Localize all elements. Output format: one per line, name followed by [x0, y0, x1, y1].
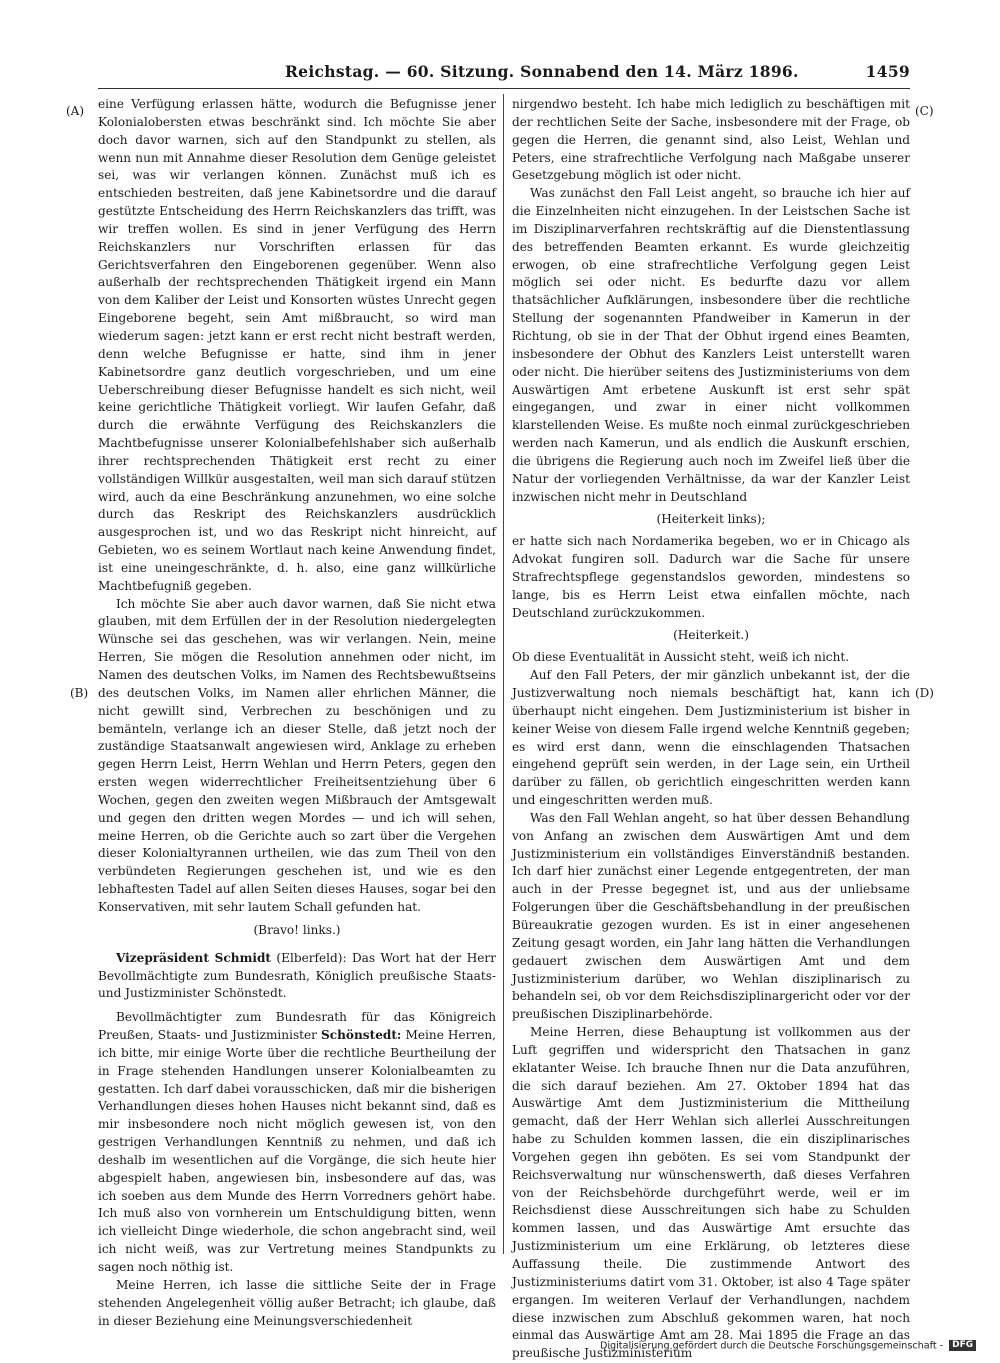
margin-marker-d: (D) [915, 686, 934, 700]
paragraph-text: Bevollmächtigter zum Bundesrath für das Königreich Preußen, Staats- und Justizminister [98, 1010, 496, 1043]
paragraph: Meine Herren, diese Behauptung ist vollkommen aus der Luft gegriffen und widerspricht den Thatsachen in ganz eklatanter Weise. Ich brauche Ihnen nur die Data anzuführen, die sich darauf beziehen. Am 27. Oktober 1894 hat das Auswärtige Amt dem Justizministerium die Mittheilung gemacht, daß der Herr Wehlan sich allerlei Ausschreitungen habe zu Schulden kommen lassen, die ein disziplinarisches Vorgehen gegen ihn geböten. Es sei vom Standpunkt der Reichsverwaltung nur wünschenswerth, daß dieses Verfahren von der Reichsbehörde durchgeführt werde, weil er im Reichsdienst diese Ausschreitungen sich habe zu Schulden kommen lassen, und das Auswärtige Amt ersuchte das Justizministerium um eine Erklärung, ob letzteres diese Auffassung theile. Die zustimmende Antwort des Justizministeriums datirt vom 31. Oktober, ist also 4 Tage später ergangen. Im weiteren Verlauf der Verhandlungen, nachdem diese inzwischen zum Abschluß gekommen waren, hat noch einmal das Auswärtige Amt am 28. Mai 1895 die Frage an das preußische Justizministerium [512, 1025, 910, 1361]
margin-marker-a: (A) [66, 104, 85, 118]
margin-marker-b: (B) [70, 686, 89, 700]
paragraph: eine Verfügung erlassen hätte, wodurch die Befugnisse jener Kolonialobersten etwas beschränkt sind. Ich möchte Sie aber doch davor warnen, sich auf den Standpunkt zu stellen, als wenn nun mit Annahme dieser Resolution dem Genüge geleistet sei, was wir verlangen können. Zunächst muß ich es entschieden bestreiten, daß jene Kabinetsordre und die darauf gestützte Entscheidung des Herrn Reichskanzlers das trifft, was wir treffen wollen. Es sind in jener Verfügung des Herrn Reichskanzlers nur Vorschriften erlassen für das Gerichtsverfahren den Eingeborenen gegenüber. Wenn also außerhalb der rechtsprechenden Thätigkeit irgend ein Mann von dem Kaliber der Leist und Konsorten wüstes Unrecht gegen Eingeborene begeht, sein Amt mißbraucht, so wird man wiederum sagen: jetzt kann er erst recht nicht bestraft werden, denn welche Befugnisse er hatte, sind ihm in jener Kabinetsordre ganz deutlich vorgeschrieben, und um eine Ueberschreibung dieser Befugnisse handelt es sich nicht, weil keine gerichtliche Thätigkeit vorliegt. Wir laufen Gefahr, daß durch die erwähnte Verfügung des Reichskanzlers die Machtbefugnisse unserer Kolonialbefehlshaber sich außerhalb ihrer rechtsprechenden Thätigkeit erst recht zu einer vollständigen Willkür ausgestalten, weil man sich darauf stützen wird, auch da eine Beschränkung anzunehmen, wo eine solche durch das Reskript des Reichskanzlers ausdrücklich ausgesprochen ist, und wo das Reskript nicht hinreicht, auf Gebieten, wo es seinem Wortlaut nach keine Anwendung findet, ist eine uneingeschränkte, d. h. also, eine ganz willkürliche Machtbefugniß gegeben. [98, 97, 496, 593]
margin-marker-c: (C) [915, 104, 934, 118]
paragraph [98, 950, 496, 1004]
page-title: Reichstag. — 60. Sitzung. Sonnabend den 14. März 1896. [285, 62, 799, 81]
paragraph [98, 1009, 496, 1277]
paragraph-text: Meine Herren, ich bitte, mir einige Worte über die rechtliche Beurtheilung der in Frage stehenden Handlungen unserer Kolonialbeamten zu gestatten. Ich darf dabei vorausschicken, daß mir die bisherigen Verhandlungen dieses hohen Hauses nicht bekannt sind, daß es mir insbesondere noch nicht möglich gewesen ist, von den gestrigen Verhandlungen Kenntniß zu nehmen, und daß ich deshalb im wesentlichen auf die Vorgänge, die sich heute hier abgespielt haben, angewiesen bin, insbesondere auf das, was ich soeben aus dem Munde des Herrn Vorredners gehört habe. Ich muß also von vornherein um Entschuldigung bitten, wenn ich vielleicht Dinge wiederhole, die schon angebracht sind, weil ich nicht weiß, was zur Vertretung meines Standpunkts zu sagen noch nöthig ist. [98, 1028, 496, 1274]
paragraph: Auf den Fall Peters, der mir gänzlich unbekannt ist, der die Justizverwaltung noch niemals beschäftigt hat, kann ich überhaupt nicht eingehen. Dem Justizministerium ist bisher in keiner Weise von diesem Falle irgend welche Kenntniß gegeben; es wird erst dann, wenn die einschlagenden Thatsachen eingehend geprüft sein werden, in der Lage sein, ein Urtheil darüber zu fällen, ob gerichtlich eingeschritten werden kann und eingeschritten werden muß. [512, 668, 910, 808]
paragraph: Ob diese Eventualität in Aussicht steht, weiß ich nicht. [512, 650, 850, 665]
paragraph: Ich möchte Sie aber auch davor warnen, daß Sie nicht etwa glauben, mit dem Erfüllen der in der Resolution niedergelegten Wünsche sei das geschehen, was wir verlangen. Nein, meine Herren, Sie mögen die Resolution annehmen oder nicht, im Namen des deutschen Volks, im Namen des Rechtsbewußtseins des deutschen Volks, im Namen aller ehrlichen Männer, die nicht gewillt sind, Verbrechen zu beschönigen und zu bemänteln, verlange ich an dieser Stelle, daß jetzt noch der zuständige Staatsanwalt angewiesen wird, Anklage zu erheben gegen Herrn Leist, Herrn Wehlan und Herrn Peters, gegen den ersten wegen widerrechtlicher Freiheitsentziehung über 6 Wochen, gegen den zweiten wegen Mißbrauch der Amtsgewalt und gegen den dritten wegen Mordes — und ich will sehen, meine Herren, ob die Gerichte auch so zart über die Vergehen dieser Kolonialtyrannen urtheilen, wie das zum Theil von den verbündeten Regierungen geschehen ist, und wie es den lebhaftesten Tadel auf allen Seiten dieses Hauses, sogar bei den Konservativen, mit sehr lautem Schall gefunden hat. [98, 596, 496, 914]
left-column [98, 96, 496, 1328]
interjection: (Heiterkeit links); [656, 512, 766, 527]
interjection: (Bravo! links.) [253, 922, 341, 937]
column-divider [503, 94, 504, 1254]
paragraph: Was zunächst den Fall Leist angeht, so brauche ich hier auf die Einzelnheiten nicht einzugehen. In der Leistschen Sache ist im Disziplinarverfahren rechtskräftig auf die Dienstentlassung des betreffenden Beamten erkannt. Es wurde gleichzeitig erwogen, ob eine strafrechtliche Verfolgung gegen Leist möglich sei oder nicht. Es bedurfte dazu vor allem thatsächlicher Aufklärungen, insbesondere über die rechtliche Stellung der sogenannten Pfandweiber in Kamerun in der Richtung, ob sie in der That der Obhut irgend eines Beamten, insbesondere der Obhut des Kanzlers Leist unterstellt waren oder nicht. Die hierüber seitens des Justizministeriums von dem Auswärtigen Amt erbetene Auskunft ist erst sehr spät eingegangen, und zwar in einer nicht vollkommen klarstellenden Weise. Es mußte noch einmal zurückgeschrieben werden nach Kamerun, und als endlich die Auskunft erschien, die übrigens die Regierung auch noch im Zweifel ließ über die Natur der vorliegenden Verhältnisse, da war der Kanzler Leist inzwischen nicht mehr in Deutschland [512, 186, 910, 504]
paragraph: er hatte sich nach Nordamerika begeben, wo er in Chicago als Advokat fungiren soll. Dadurch war die Sache für unsere Strafrechtspflege gegenstandslos geworden, mindestens so lange, bis es Herrn Leist etwa einfallen möchte, nach Deutschland zurückzukommen. [512, 534, 910, 620]
speaker-name: Vizepräsident Schmidt [116, 950, 272, 965]
running-header [285, 62, 910, 84]
interjection: (Heiterkeit.) [673, 628, 749, 643]
header-rule [98, 88, 910, 89]
dfg-logo: DFG [949, 1340, 976, 1351]
paragraph: nirgendwo besteht. Ich habe mich lediglich zu beschäftigen mit der rechtlichen Seite der Sache, insbesondere mit der Frage, ob gegen die Herren, die genannt sind, also Leist, Wehlan und Peters, eine strafrechtliche Verfolgung nach Maßgabe unserer Gesetzgebung möglich ist oder nicht. [512, 97, 910, 183]
speaker-name: Schönstedt: [321, 1028, 402, 1043]
paragraph-text: (Elberfeld): Das Wort hat der Herr Bevollmächtigte zum Bundesrath, Königlich preußische Staats- und Justizminister Schönstedt. [98, 950, 496, 1001]
footer-text: Digitalisierung gefördert durch die Deutsche Forschungsgemeinschaft - [600, 1340, 944, 1352]
page-number: 1459 [865, 62, 910, 81]
digitization-footer [600, 1340, 995, 1353]
paragraph: Meine Herren, ich lasse die sittliche Seite der in Frage stehenden Angelegenheit völlig außer Betracht; ich glaube, daß in dieser Beziehung eine Meinungsverschiedenheit [98, 1277, 496, 1328]
paragraph: Was den Fall Wehlan angeht, so hat über dessen Behandlung von Anfang an zwischen dem Auswärtigen Amt und dem Justizministerium ein vollständiges Einverständniß bestanden. Ich darf hier zunächst einer Legende entgegentreten, der man auch in der Presse begegnet ist, und aus der unliebsame Folgerungen über die Geschäftsbehandlung in der preußischen Büreaukratie gezogen wurden. Es ist in einer angesehenen Zeitung gesagt worden, ein Jahr lang hätten die Verhandlungen gedauert zwischen dem Auswärtigen Amt und dem Justizministerium darüber, wo Wehlan disziplinarisch zu behandeln sei, ob vor dem Reichsdisziplinargericht oder vor der preußischen Disziplinarbehörde. [512, 810, 910, 1022]
